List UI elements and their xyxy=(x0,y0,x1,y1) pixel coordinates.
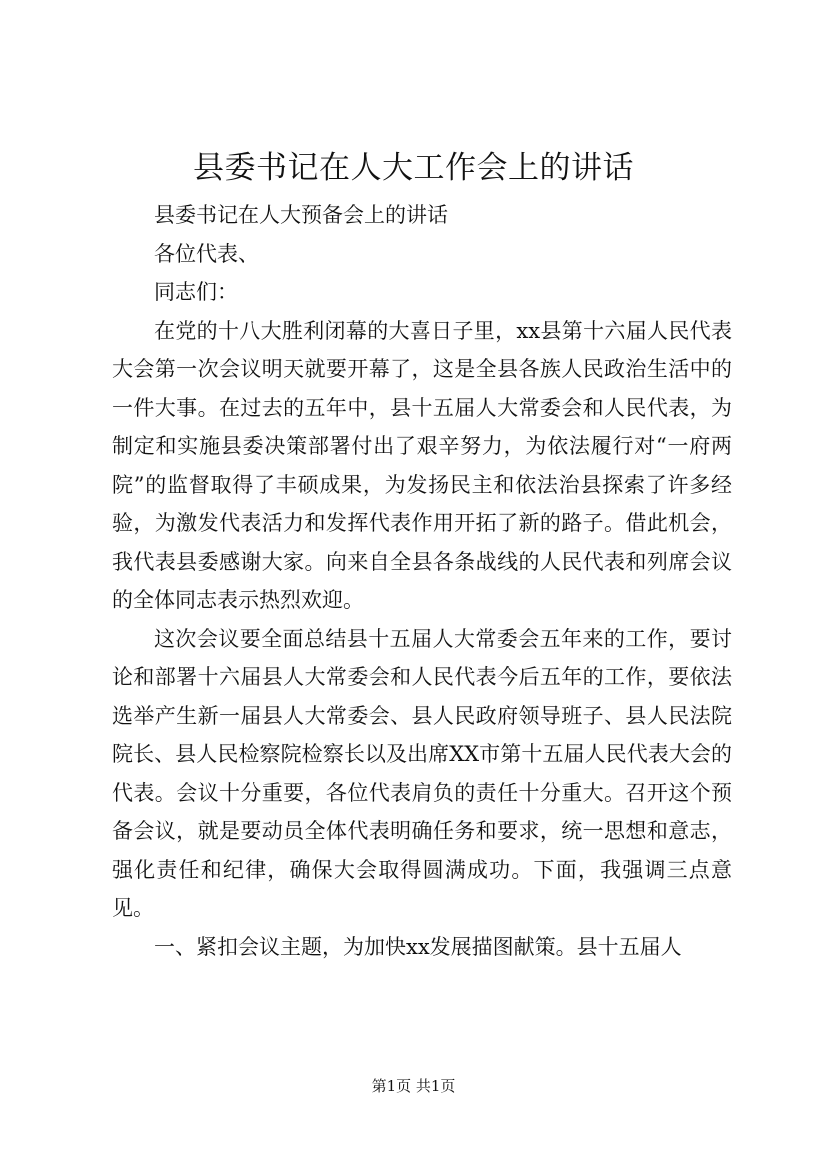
body-paragraph-2: 这次会议要全面总结县十五届人大常委会五年来的工作，要讨论和部署十六届县人大常委会和人民代表今后五年的工作，要依法选举产生新一届县人大常委会、县人民政府领导班子、县人民法院院长、县人民检察院检察长以及出席XX市第十五届人民代表大会的代表。会议十分重要，各位代表肩负的责任十分重大。召开这个预备会议，就是要动员全体代表明确任务和要求，统一思想和意志，强化责任和纪律，确保大会取得圆满成功。下面，我强调三点意见。 xyxy=(112,626,732,920)
salutation-line-2: 同志们： xyxy=(154,280,238,304)
salutation-line-1: 各位代表、 xyxy=(154,241,259,266)
body-paragraph-1: 在党的十八大胜利闭幕的大喜日子里，xx县第十六届人民代表大会第一次会议明天就要开幕了，这是全县各族人民政治生活中的一件大事。在过去的五年中，县十五届人大常委会和人民代表，为制定和实施县委决策部署付出了艰辛努力，为依法履行对“一府两院”的监督取得了丰硕成果，为发扬民主和依法治县探索了许多经验，为激发代表活力和发挥代表作用开拓了新的路子。借此机会，我代表县委感谢大家。向来自全县各条战线的人民代表和列席会议的全体同志表示热烈欢迎。 xyxy=(112,318,732,612)
subtitle-paragraph: 县委书记在人大预备会上的讲话 xyxy=(154,203,448,227)
page-footer: 第1页 共1页 xyxy=(371,1077,456,1095)
body-paragraph-3: 一、紧扣会议主题，为加快xx发展描图献策。县十五届人 xyxy=(154,934,682,959)
document-body xyxy=(112,196,732,966)
document-title: 县委书记在人大工作会上的讲话 xyxy=(193,150,634,186)
